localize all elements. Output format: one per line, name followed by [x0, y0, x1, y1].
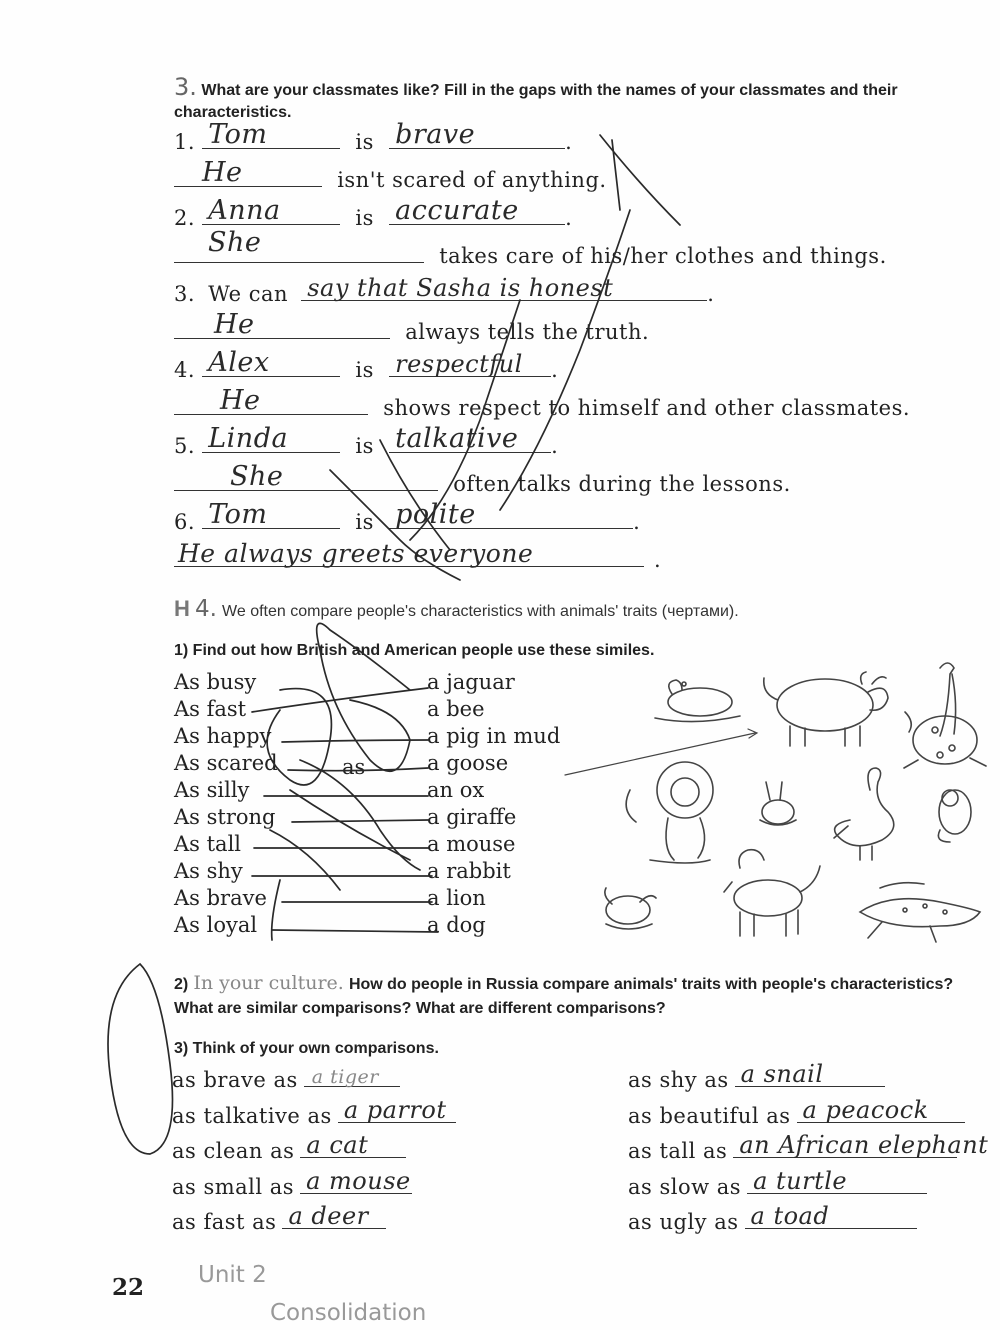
task3-item-4-line2 [174, 385, 911, 420]
name-blank[interactable] [202, 347, 340, 378]
comparison-answer-blank[interactable] [797, 1095, 965, 1124]
item-number: 1. [174, 130, 196, 154]
sentence-rest: isn't scared of anything. [337, 168, 607, 192]
period: . [707, 282, 715, 306]
is-word: is [355, 130, 374, 154]
task4-heading [174, 596, 739, 622]
is-word: is [355, 434, 374, 458]
handwritten-name: Linda [208, 423, 289, 454]
task3-item-5 [174, 423, 559, 458]
simile-as-word: as [342, 755, 366, 779]
simile-right-item: a rabbit [427, 859, 511, 883]
task3-item-6 [174, 499, 641, 534]
pronoun-blank[interactable] [174, 539, 644, 568]
comparison-answer-blank[interactable] [300, 1131, 406, 1159]
dog-drawing [724, 850, 820, 936]
is-word: is [355, 510, 374, 534]
sentence-rest: often talks during the lessons. [453, 472, 791, 496]
comparison-answer-blank[interactable] [735, 1060, 885, 1088]
comparison-row [172, 1131, 406, 1163]
comparison-answer-blank[interactable] [282, 1202, 386, 1230]
handwritten-name: Alex [208, 347, 270, 378]
task3-item-1-line2 [174, 157, 607, 192]
pig-drawing [655, 680, 740, 722]
simile-left-item: As shy [174, 859, 243, 883]
handwritten-trait: talkative [395, 423, 519, 454]
bee-drawing [605, 888, 656, 929]
trait-blank[interactable] [389, 350, 551, 378]
simile-left-item: As scared [174, 751, 278, 775]
pronoun-blank[interactable] [174, 461, 438, 492]
simile-right-item: a mouse [427, 832, 516, 856]
handwritten-answer: a peacock [802, 1095, 929, 1124]
task3-heading [174, 73, 984, 124]
trait-blank[interactable] [389, 423, 551, 454]
task3-item-2-line2 [174, 227, 887, 268]
sentence-rest: takes care of his/her clothes and things. [439, 244, 887, 268]
comparison-row [172, 1064, 400, 1092]
comparison-prompt: as small as [172, 1174, 295, 1199]
task4-marker: H [174, 596, 190, 621]
handwritten-answer: a tiger [311, 1066, 379, 1088]
pronoun-blank[interactable] [174, 227, 424, 263]
task3-item-4 [174, 347, 559, 382]
giraffe-drawing [904, 663, 986, 768]
sentence-rest: shows respect to himself and other classmates. [383, 396, 911, 420]
name-blank[interactable] [202, 195, 340, 226]
comparison-prompt: as ugly as [628, 1210, 739, 1234]
name-blank[interactable] [202, 119, 340, 150]
trait-blank[interactable] [389, 195, 565, 226]
name-blank[interactable] [202, 499, 340, 530]
simile-left-item: As silly [174, 778, 250, 802]
part2-culture: In your culture. [193, 972, 344, 994]
handwritten-pronoun: He [220, 385, 261, 416]
handwritten-name: Tom [208, 119, 268, 150]
handwritten-trait: say that Sasha is honest [307, 274, 614, 302]
simile-left-item: As busy [174, 670, 257, 694]
item-number: 5. [174, 434, 196, 458]
footer-unit: Unit 2 [198, 1262, 267, 1288]
comparison-row [628, 1202, 917, 1234]
simile-left-item: As brave [174, 886, 267, 910]
comparison-prompt: as tall as [628, 1139, 728, 1163]
task4-intro: We often compare people's characteristics with animals' traits (чертами). [222, 603, 739, 620]
ox-drawing [764, 672, 888, 746]
trait-blank[interactable] [301, 274, 707, 302]
period: . [633, 510, 641, 534]
pronoun-blank[interactable] [174, 309, 390, 340]
simile-left-item: As strong [174, 805, 276, 829]
comparison-answer-blank[interactable] [338, 1095, 456, 1124]
pronoun-blank[interactable] [174, 385, 368, 416]
simile-right-item: a giraffe [427, 805, 517, 829]
item-number: 4. [174, 358, 196, 382]
simile-left-item: As tall [174, 832, 242, 856]
handwritten-answer: a turtle [753, 1166, 848, 1195]
handwritten-name: Tom [208, 499, 268, 530]
comparison-prompt: as beautiful as [628, 1103, 791, 1128]
handwritten-pronoun: He [202, 157, 243, 188]
comparison-row [628, 1060, 885, 1092]
comparison-prompt: as slow as [628, 1174, 742, 1199]
is-word: is [355, 206, 374, 230]
comparison-prompt: as fast as [172, 1210, 277, 1234]
task3-item-2 [174, 195, 573, 230]
handwritten-answer: a parrot [343, 1095, 447, 1124]
task4-part3: 3) Think of your own comparisons. [174, 1040, 439, 1057]
handwritten-trait: accurate [395, 195, 519, 226]
trait-blank[interactable] [389, 119, 565, 150]
item-number: 2. [174, 206, 196, 230]
comparison-prompt: as shy as [628, 1068, 729, 1092]
task3-item-6-line2 [174, 539, 662, 572]
task3-number: 3. [174, 73, 197, 101]
task4-number: 4. [194, 596, 217, 622]
simile-right-item: a pig in mud [427, 724, 561, 748]
handwritten-trait: brave [395, 119, 476, 150]
comparison-row [172, 1095, 456, 1128]
task3-item-1 [174, 119, 573, 154]
handwritten-answer: a cat [306, 1131, 369, 1159]
part2-text: How do people in Russia compare animals' traits with people's characteristics? What are similar comparisons? What are different comparisons? [174, 976, 954, 1017]
handwritten-name: Anna [208, 195, 281, 226]
handwritten-answer: an African elephant [739, 1131, 989, 1159]
period: . [551, 358, 559, 382]
rabbit-drawing [760, 782, 796, 825]
pronoun-blank[interactable] [174, 157, 322, 188]
simile-left-item: As loyal [174, 913, 258, 937]
goose-drawing [834, 768, 894, 860]
handwritten-pronoun: She [230, 461, 284, 492]
period: . [654, 548, 662, 572]
comparison-answer-blank[interactable] [300, 1166, 412, 1195]
lion-drawing [626, 762, 713, 863]
simile-right-item: a bee [427, 697, 485, 721]
comparison-row [172, 1202, 386, 1234]
simile-right-item: an ox [427, 778, 485, 802]
handwritten-sentence: He always greets everyone [178, 539, 534, 568]
item-number: 3. [174, 282, 196, 306]
comparison-answer-blank[interactable] [747, 1166, 927, 1195]
period: . [551, 434, 559, 458]
period: . [565, 206, 573, 230]
handwritten-pronoun: She [208, 227, 262, 258]
simile-right-item: a dog [427, 913, 486, 937]
simile-right-item: a jaguar [427, 670, 515, 694]
task3-item-5-line2 [174, 461, 791, 496]
name-blank[interactable] [202, 423, 340, 454]
task3-item-3-line2 [174, 309, 650, 344]
task4-part2 [174, 972, 986, 1020]
simile-left-item: As happy [174, 724, 272, 748]
handwritten-answer: a mouse [306, 1166, 411, 1195]
comparison-row [172, 1166, 412, 1199]
comparison-row [628, 1095, 965, 1128]
mouse-drawing [938, 790, 971, 842]
comparison-answer-blank[interactable] [304, 1064, 400, 1087]
comparison-row [628, 1166, 927, 1199]
page-number: 22 [112, 1274, 145, 1301]
item-number: 6. [174, 510, 196, 534]
handwritten-pronoun: He [214, 309, 255, 340]
comparison-answer-blank[interactable] [745, 1202, 917, 1230]
comparison-row [628, 1131, 989, 1163]
part2-label: 2) [174, 976, 189, 993]
period: . [565, 130, 573, 154]
jaguar-drawing [860, 883, 980, 942]
simile-right-item: a goose [427, 751, 509, 775]
handwritten-trait: polite [395, 499, 476, 530]
simile-right-item: a lion [427, 886, 486, 910]
handwritten-answer: a deer [288, 1202, 369, 1230]
comparison-prompt: as clean as [172, 1139, 295, 1163]
task3-item-3 [174, 274, 715, 306]
simile-left-item: As fast [174, 697, 247, 721]
task4-part1: 1) Find out how British and American people use these similes. [174, 642, 655, 659]
handwritten-answer: a toad [750, 1202, 830, 1230]
comparison-prompt: as brave as [172, 1068, 298, 1092]
comparison-prompt: as talkative as [172, 1103, 332, 1128]
sentence-rest: always tells the truth. [405, 320, 650, 344]
sentence-prefix: We can [208, 282, 289, 306]
task3-instruction: What are your classmates like? Fill in the gaps with the names of your classmates and their characteristics. [174, 82, 898, 121]
handwritten-trait: respectful [395, 350, 523, 378]
is-word: is [355, 358, 374, 382]
trait-blank[interactable] [389, 499, 633, 530]
comparison-answer-blank[interactable] [733, 1131, 989, 1159]
footer-section: Consolidation [270, 1300, 427, 1326]
handwritten-answer: a snail [740, 1060, 824, 1088]
